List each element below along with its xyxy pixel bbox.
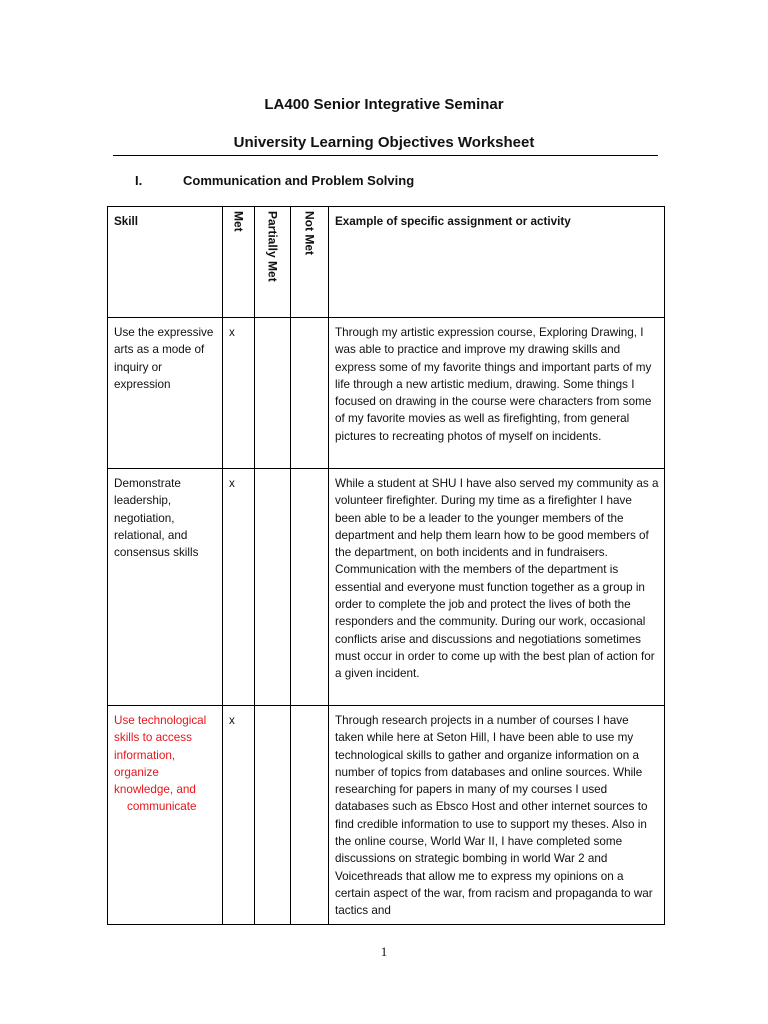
header-met <box>223 207 255 318</box>
example-cell: Through research projects in a number of courses I have taken while here at Seton Hill, I have been able to use my technological skills to gather and organize information on a number of topics from databases and online sources. While researching for papers in many of my courses I used databases such as Ebsco Host and other internet sources to find credible information to use to support my theses. Also in the online course, World War II, I have completed some discussions on strategic bombing in world War 2 and Voicethreads that allow me to express my opinions on a certain aspect of the war, from racism and propaganda to war tactics and <box>329 706 665 925</box>
objectives-table <box>107 206 665 925</box>
partially-met-cell <box>255 469 291 706</box>
met-cell: x <box>223 706 255 925</box>
skill-line: skills to access <box>114 731 192 745</box>
example-cell: Through my artistic expression course, Exploring Drawing, I was able to practice and improve my drawing skills and express some of my favorite things and important parts of my life through a new artistic medium, drawing. Some things I focused on drawing in the course were characters from some of my favorite movies as well as firefighting, from general pictures to recreating photos of myself on incidents. <box>329 318 665 469</box>
worksheet-title: University Learning Objectives Worksheet <box>233 134 535 151</box>
not-met-cell <box>291 318 329 469</box>
skill-line: information, <box>114 748 176 762</box>
skill-cell: Use the expressive arts as a mode of inquiry or expression <box>108 318 223 469</box>
met-cell: x <box>223 318 255 469</box>
skill-cell-highlighted <box>108 706 223 925</box>
partially-met-cell <box>255 318 291 469</box>
skill-line: communicate <box>127 800 197 814</box>
table-header-row <box>108 207 665 318</box>
header-met-label: Met <box>231 211 246 232</box>
table-row <box>108 469 665 706</box>
skill-cell: Demonstrate leadership, negotiation, relational, and consensus skills <box>108 469 223 706</box>
header-not-met <box>291 207 329 318</box>
header-example: Example of specific assignment or activity <box>329 207 665 318</box>
header-partially-met <box>255 207 291 318</box>
example-cell: While a student at SHU I have also served my community as a volunteer firefighter. During my time as a firefighter I have been able to be a leader to the younger members of the department and help them learn how to be good members of the department, on both incidents and in fundraisers. Communication with the members of the department is essential and everyone must function together as a group in order to complete the job and protect the lives of both the responders and the community. During our work, occasional conflicts arise and discussions and negotiations sometimes must occur in order to come up with the best plan of action for a given incident. <box>329 469 665 706</box>
header-skill: Skill <box>108 207 223 318</box>
section-title: Communication and Problem Solving <box>183 173 415 188</box>
not-met-cell <box>291 706 329 925</box>
skill-line: organize <box>114 765 159 779</box>
met-cell: x <box>223 469 255 706</box>
course-title: LA400 Senior Integrative Seminar <box>264 96 504 113</box>
table-row <box>108 318 665 469</box>
section-number: I. <box>135 173 143 188</box>
not-met-cell <box>291 469 329 706</box>
skill-line: Use technological <box>114 714 207 727</box>
header-not-met-label: Not Met <box>302 211 317 255</box>
page-number: 1 <box>380 944 388 959</box>
skill-line: knowledge, and <box>114 783 196 797</box>
table-row <box>108 706 665 925</box>
title-underline <box>113 155 658 156</box>
partially-met-cell <box>255 706 291 925</box>
header-partially-met-label: Partially Met <box>265 211 280 282</box>
